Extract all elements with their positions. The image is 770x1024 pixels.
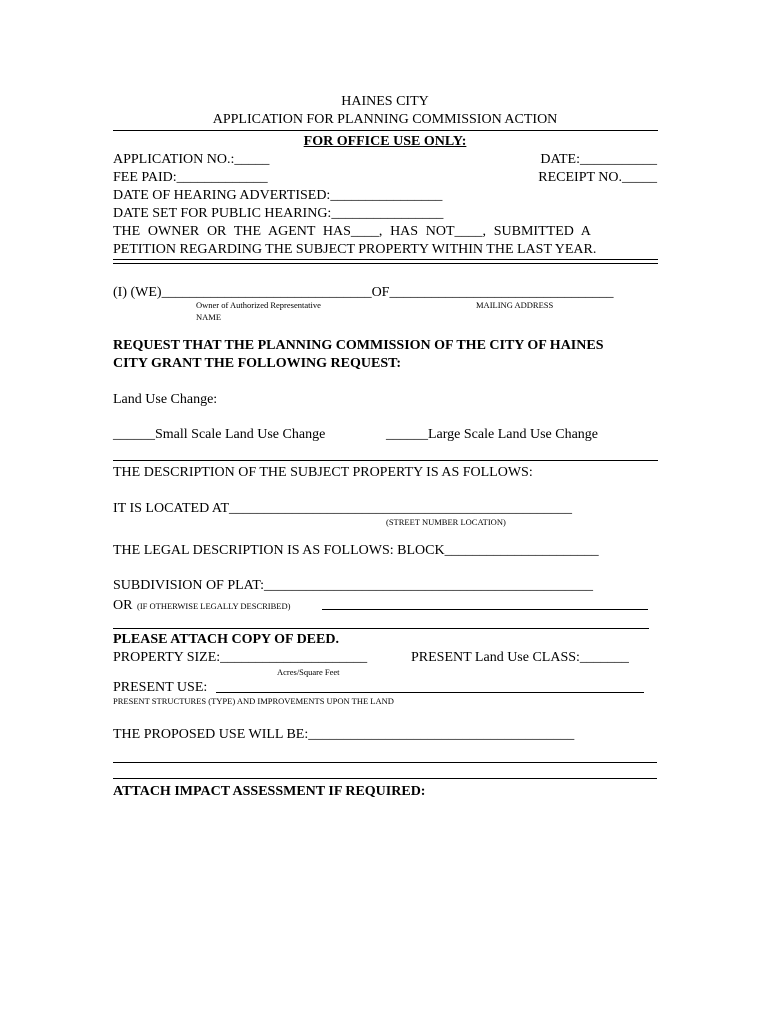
subdivision-field[interactable]: SUBDIVISION OF PLAT:_______________________________________________	[113, 578, 593, 593]
acres-square-feet-caption: Acres/Square Feet	[277, 667, 340, 677]
or-label: OR	[113, 598, 133, 613]
date-hearing-advertised-field[interactable]: DATE OF HEARING ADVERTISED:________________	[113, 188, 443, 203]
small-scale-option[interactable]: ______Small Scale Land Use Change	[113, 427, 326, 442]
present-use-line[interactable]	[216, 692, 644, 693]
large-scale-option[interactable]: ______Large Scale Land Use Change	[386, 427, 599, 442]
request-heading-cont: CITY GRANT THE FOLLOWING REQUEST:	[113, 356, 402, 371]
present-use-label: PRESENT USE:	[113, 680, 208, 695]
land-use-change-label: Land Use Change:	[113, 392, 218, 407]
owner-caption: Owner of Authorized Representative	[196, 300, 321, 310]
present-land-use-class-field[interactable]: PRESENT Land Use CLASS:_______	[411, 650, 629, 665]
impact-assessment-notice: ATTACH IMPACT ASSESSMENT IF REQUIRED:	[113, 784, 426, 799]
street-number-caption: (STREET NUMBER LOCATION)	[386, 517, 506, 527]
date-field[interactable]: DATE:___________	[540, 152, 657, 167]
located-at-field[interactable]: IT IS LOCATED AT_________________________________________________	[113, 501, 573, 516]
mailing-address-caption: MAILING ADDRESS	[476, 300, 554, 310]
legal-description-block-field[interactable]: THE LEGAL DESCRIPTION IS AS FOLLOWS: BLOCK______________________	[113, 543, 599, 558]
office-use-heading: FOR OFFICE USE ONLY:	[303, 134, 467, 149]
form-title: HAINES CITY	[341, 94, 429, 109]
property-size-field[interactable]: PROPERTY SIZE:_____________________	[113, 650, 368, 665]
blank-entry-line[interactable]	[113, 778, 657, 779]
double-divider-bottom	[113, 263, 658, 264]
owner-agent-statement[interactable]: THE OWNER OR THE AGENT HAS____, HAS NOT____, SUBMITTED A	[113, 224, 591, 239]
name-caption: NAME	[196, 312, 222, 322]
divider	[113, 460, 658, 461]
date-set-hearing-field[interactable]: DATE SET FOR PUBLIC HEARING:________________	[113, 206, 444, 221]
double-divider-top	[113, 259, 658, 260]
blank-entry-line[interactable]	[113, 628, 649, 629]
description-heading: THE DESCRIPTION OF THE SUBJECT PROPERTY IS AS FOLLOWS:	[113, 465, 533, 480]
blank-entry-line[interactable]	[113, 762, 657, 763]
owner-agent-statement-cont: PETITION REGARDING THE SUBJECT PROPERTY WITHIN THE LAST YEAR.	[113, 242, 597, 257]
application-no-field[interactable]: APPLICATION NO.:_____	[113, 152, 270, 167]
request-heading: REQUEST THAT THE PLANNING COMMISSION OF THE CITY OF HAINES	[113, 338, 604, 353]
divider	[113, 130, 658, 131]
applicant-line[interactable]: (I) (WE)______________________________OF________________________________	[113, 285, 614, 300]
fee-paid-field[interactable]: FEE PAID:_____________	[113, 170, 268, 185]
otherwise-described-caption: (IF OTHERWISE LEGALLY DESCRIBED)	[137, 601, 291, 611]
form-subtitle: APPLICATION FOR PLANNING COMMISSION ACTION	[212, 112, 558, 127]
receipt-no-field[interactable]: RECEIPT NO._____	[538, 170, 657, 185]
otherwise-described-line[interactable]	[322, 609, 648, 610]
proposed-use-field[interactable]: THE PROPOSED USE WILL BE:______________________________________	[113, 727, 575, 742]
attach-deed-notice: PLEASE ATTACH COPY OF DEED.	[113, 632, 339, 647]
structures-caption: PRESENT STRUCTURES (TYPE) AND IMPROVEMENTS UPON THE LAND	[113, 696, 394, 706]
